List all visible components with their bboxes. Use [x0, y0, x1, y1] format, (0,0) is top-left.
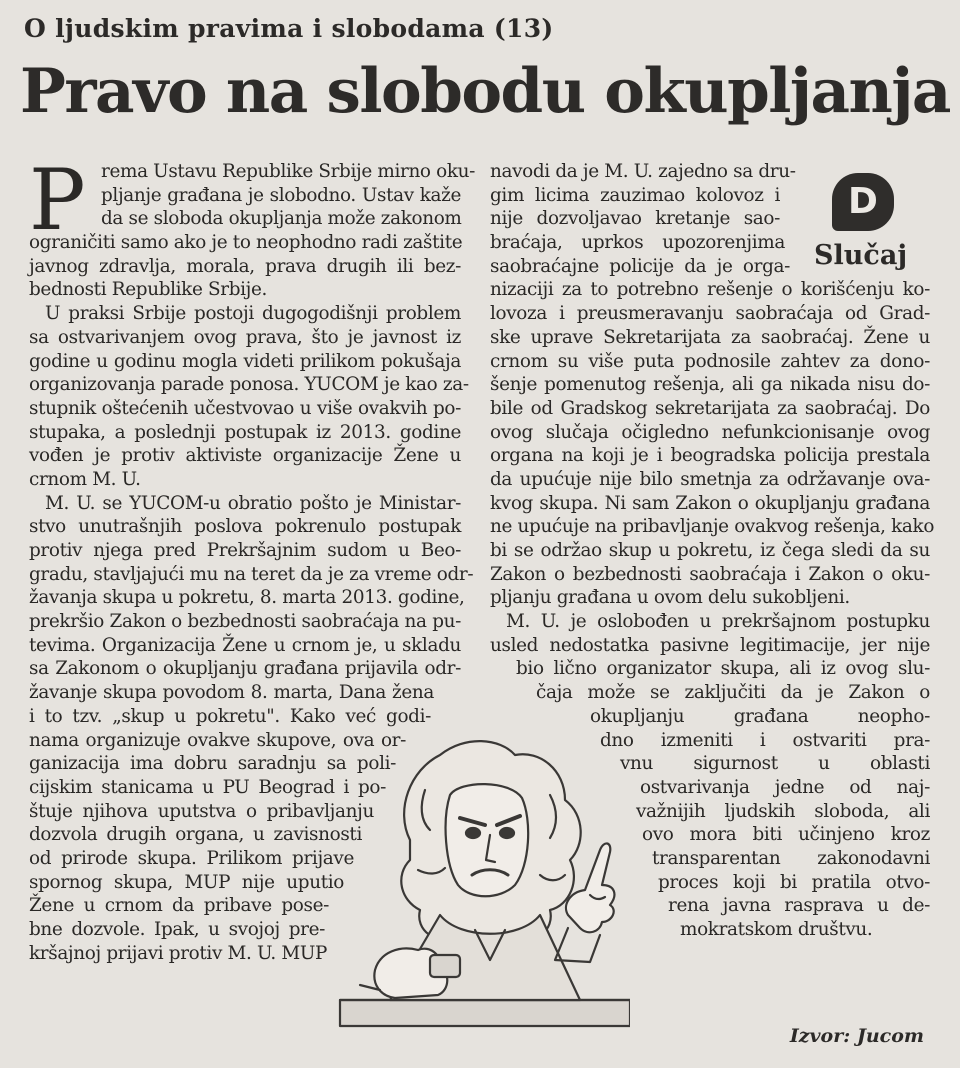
text-line: okupljanju građana neopho-: [590, 705, 930, 727]
text-line: stvo unutrašnjih poslova pokrenulo postupak: [29, 516, 461, 538]
text-line: organizovanja parade ponosa. YUCOM je kao za-: [29, 374, 469, 396]
text-line: M. U. se YUCOM-u obratio pošto je Ministar-: [45, 492, 461, 514]
article-title: Pravo na slobodu okupljanja: [20, 56, 950, 127]
drop-cap: P: [29, 151, 86, 249]
text-line: usled nedostatka pasivne legitimacije, jer nije: [490, 634, 930, 656]
text-line: da se sloboda okupljanja može zakonom: [101, 208, 462, 230]
text-line: bne dozvole. Ipak, u svojoj pre-: [29, 919, 325, 940]
text-line: sa Zakonom o okupljanju građana prijavila odr-: [29, 658, 461, 680]
text-line: ovog slučaja očigledno nefunkcionisanje ovog: [490, 421, 930, 443]
text-line: gim licima zauzimao kolovoz i: [490, 184, 780, 206]
text-line: transparentan zakonodavni: [652, 847, 930, 869]
text-line: bednosti Republike Srbije.: [29, 279, 268, 301]
text-line: nije dozvoljavao kretanje sao-: [490, 208, 780, 230]
article-kicker: O ljudskim pravima i slobodama (13): [24, 14, 554, 43]
text-line: rena javna rasprava u de-: [668, 895, 930, 917]
text-line: ostvarivanja jedne od naj-: [640, 776, 930, 798]
text-line: pljanje građana je slobodno. Ustav kaže: [101, 184, 461, 206]
text-line: ske uprave Sekretarijata za saobraćaj. Žene u: [490, 326, 930, 348]
text-line: šenje pomenutog rešenja, ali ga nikada nisu do-: [490, 374, 930, 396]
text-line: nama organizuje ovakve skupove, ova or-: [29, 729, 406, 751]
text-line: prekršio Zakon o bezbednosti saobraćaja na pu-: [29, 611, 461, 633]
text-line: ovo mora biti učinjeno kroz: [642, 824, 930, 846]
text-line: čaja može se zaključiti da je Zakon o: [536, 682, 930, 704]
text-line: dno izmeniti i ostvariti pra-: [600, 729, 930, 751]
text-line: bio lično organizator skupa, ali iz ovog slu-: [516, 658, 930, 680]
text-line: lovoza i preusmeravanju saobraćaja od Grad-: [490, 303, 930, 325]
text-line: da upućuje nije bilo smetnja za održavanje ova-: [490, 468, 930, 490]
text-line: braćaja, uprkos upozorenjima: [490, 232, 785, 254]
text-line: nizaciji za to potrebno rešenje o korišćenju ko-: [490, 279, 930, 301]
text-line: stupnik oštećenih učestvovao u više ovakvih po-: [29, 397, 461, 419]
text-line: bile od Gradskog sekretarijata za saobraćaj. Do: [490, 397, 930, 419]
text-line: navodi da je M. U. zajedno sa dru-: [490, 161, 796, 182]
text-line: U praksi Srbije postoji dugogodišnji problem: [45, 303, 461, 325]
text-line: sa ostvarivanjem ovog prava, što je javnost iz: [29, 326, 461, 348]
text-line: organa na koji je i beogradska policija prestala: [490, 445, 930, 467]
text-line: protiv njega pred Prekršajnim sudom u Beo-: [29, 540, 461, 561]
text-line: crnom M. U.: [29, 468, 141, 490]
text-line: M. U. je oslobođen u prekršajnom postupku: [506, 611, 930, 633]
text-line: stupaka, a poslednji postupak iz 2013. godine: [29, 421, 461, 443]
text-line: važnijih ljudskih sloboda, ali: [636, 800, 930, 822]
text-line: ne upućuje na pribavljanje ovakvog rešenja, kako: [490, 516, 935, 538]
text-line: i to tzv. „skup u pokretu". Kako već godi-: [29, 705, 431, 727]
text-line: mokratskom društvu.: [680, 919, 873, 940]
text-line: kvog skupa. Ni sam Zakon o okupljanju građana: [490, 492, 930, 514]
text-line: godine u godinu mogla videti prilikom pokušaja: [29, 350, 461, 372]
text-line: cijskim stanicama u PU Beograd i po-: [29, 776, 386, 798]
text-line: tevima. Organizacija Žene u crnom je, u skladu: [29, 634, 461, 656]
text-line: proces koji bi pratila otvo-: [658, 871, 930, 893]
text-line: rema Ustavu Republike Srbije mirno oku-: [101, 161, 476, 182]
text-line: štuje njihova uputstva o pribavljanju: [29, 800, 374, 822]
text-line: od prirode skupa. Prilikom prijave: [29, 847, 354, 869]
text-line: žavanje skupa povodom 8. marta, Dana žena: [29, 682, 434, 704]
text-line: Zakon o bezbednosti saobraćaja i Zakon o oku-: [490, 563, 930, 585]
section-badge-letter: D: [848, 181, 878, 222]
text-line: ograničiti samo ako je to neophodno radi zaštite: [29, 232, 463, 254]
text-line: vođen je protiv aktiviste organizacije Žene u: [29, 445, 461, 467]
text-line: dozvola drugih organa, u zavisnosti: [29, 824, 362, 846]
text-line: ganizacija ima dobru saradnju sa poli-: [29, 753, 396, 775]
text-line: crnom su više puta podnosile zahtev za dono-: [490, 350, 930, 372]
text-line: kršajnoj prijavi protiv M. U. MUP: [29, 942, 328, 964]
text-line: bi se održao skup u pokretu, iz čega sledi da su: [490, 540, 930, 561]
section-label: Slučaj: [814, 240, 908, 271]
text-line: žavanja skupa u pokretu, 8. marta 2013. godine,: [29, 587, 465, 609]
text-line: gradu, stavljajući mu na teret da je za vreme odr-: [29, 563, 474, 585]
text-line: javnog zdravlja, morala, prava drugih ili bez-: [29, 255, 461, 277]
article-source: Izvor: Jucom: [789, 1025, 924, 1047]
text-line: spornog skupa, MUP nije uputio: [29, 871, 344, 893]
judge-illustration-icon: [300, 700, 630, 1030]
text-line: saobraćajne policije da je orga-: [490, 255, 790, 277]
text-line: Žene u crnom da pribave pose-: [29, 895, 329, 917]
text-line: pljanju građana u ovom delu sukobljeni.: [490, 587, 850, 609]
text-line: vnu sigurnost u oblasti: [620, 753, 930, 775]
